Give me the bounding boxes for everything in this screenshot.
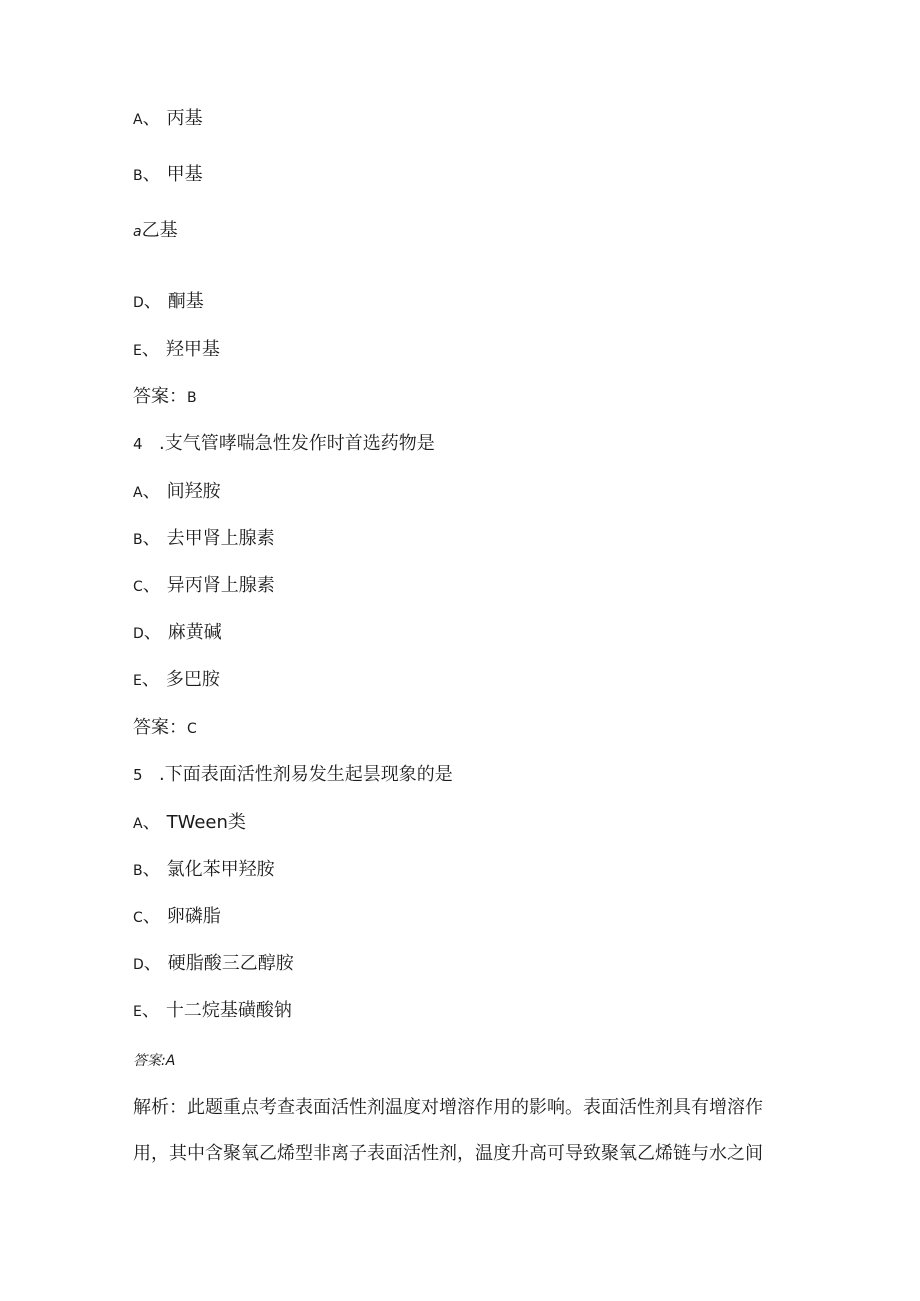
q5-option-b xyxy=(133,858,275,883)
option-text: 间羟胺 xyxy=(166,481,221,502)
option-separator: 、 xyxy=(142,575,161,596)
option-separator: 、 xyxy=(143,953,162,974)
option-label: A xyxy=(133,112,143,128)
q3-option-c xyxy=(133,219,178,244)
option-separator: 、 xyxy=(142,108,161,129)
option-label: a xyxy=(133,224,142,240)
question-number: 4 xyxy=(133,435,143,453)
question-text: .下面表面活性剂易发生起昙现象的是 xyxy=(159,764,453,785)
option-label: A xyxy=(133,816,143,832)
q3-option-b xyxy=(133,163,203,188)
answer-value: C xyxy=(187,721,197,737)
option-separator: 、 xyxy=(142,164,161,185)
option-label: E xyxy=(133,343,142,359)
option-text: 多巴胺 xyxy=(165,669,220,690)
answer-label: 答案: xyxy=(133,1053,166,1069)
q5-answer xyxy=(133,1048,175,1073)
option-separator: 、 xyxy=(141,1000,160,1021)
answer-value: A xyxy=(165,1053,176,1069)
option-text: 甲基 xyxy=(166,164,203,185)
option-label: E xyxy=(133,673,142,689)
option-separator: 、 xyxy=(141,669,160,690)
q4-option-b xyxy=(133,527,275,552)
option-text: TWeen类 xyxy=(166,812,246,833)
q3-option-e xyxy=(133,338,220,363)
option-label: A xyxy=(133,485,143,501)
option-label: D xyxy=(133,957,144,973)
option-separator: 、 xyxy=(142,481,161,502)
q3-option-d xyxy=(133,290,204,315)
q3-option-a xyxy=(133,107,203,132)
q5-option-a xyxy=(133,811,246,836)
q4-stem xyxy=(133,432,435,456)
q4-option-d xyxy=(133,621,222,646)
option-text: 麻黄碱 xyxy=(167,622,222,643)
option-separator: 、 xyxy=(143,622,162,643)
q3-answer xyxy=(133,385,197,410)
q5-option-e xyxy=(133,999,292,1024)
q5-option-d xyxy=(133,952,294,977)
option-text: 羟甲基 xyxy=(165,339,220,360)
option-text: 异丙肾上腺素 xyxy=(166,575,275,596)
option-separator: 、 xyxy=(142,812,161,833)
option-text: 乙基 xyxy=(141,220,178,241)
option-label: D xyxy=(133,626,144,642)
option-separator: 、 xyxy=(142,859,161,880)
option-separator: 、 xyxy=(141,339,160,360)
option-label: E xyxy=(133,1004,142,1020)
option-text: 硬脂酸三乙醇胺 xyxy=(167,953,294,974)
answer-label: 答案： xyxy=(133,386,187,407)
q5-explanation-line-2: 用，其中含聚氧乙烯型非离子表面活性剂，温度升高可导致聚氧乙烯链与水之间 xyxy=(133,1143,763,1164)
option-text: 氯化苯甲羟胺 xyxy=(166,859,275,880)
option-label: C xyxy=(133,579,143,595)
option-text: 卵磷脂 xyxy=(166,906,221,927)
option-separator: 、 xyxy=(143,291,162,312)
option-text: 十二烷基磺酸钠 xyxy=(165,1000,292,1021)
option-label: B xyxy=(133,863,143,879)
q4-option-e xyxy=(133,668,220,693)
answer-label: 答案： xyxy=(133,717,187,738)
option-label: C xyxy=(133,910,143,926)
option-label: D xyxy=(133,295,144,311)
option-text: 酮基 xyxy=(167,291,204,312)
q4-answer xyxy=(133,716,197,741)
answer-value: B xyxy=(187,390,197,406)
question-text: .支气管哮喘急性发作时首选药物是 xyxy=(159,433,435,454)
q5-stem xyxy=(133,763,453,787)
option-text: 丙基 xyxy=(166,108,203,129)
q5-option-c xyxy=(133,905,221,930)
option-label: B xyxy=(133,532,143,548)
option-separator: 、 xyxy=(142,528,161,549)
q5-explanation-line-1: 解析：此题重点考查表面活性剂温度对增溶作用的影响。表面活性剂具有增溶作 xyxy=(133,1097,763,1118)
option-text: 去甲肾上腺素 xyxy=(166,528,275,549)
question-number: 5 xyxy=(133,766,143,784)
option-label: B xyxy=(133,168,143,184)
q4-option-a xyxy=(133,480,221,505)
q4-option-c xyxy=(133,574,275,599)
option-separator: 、 xyxy=(142,906,161,927)
